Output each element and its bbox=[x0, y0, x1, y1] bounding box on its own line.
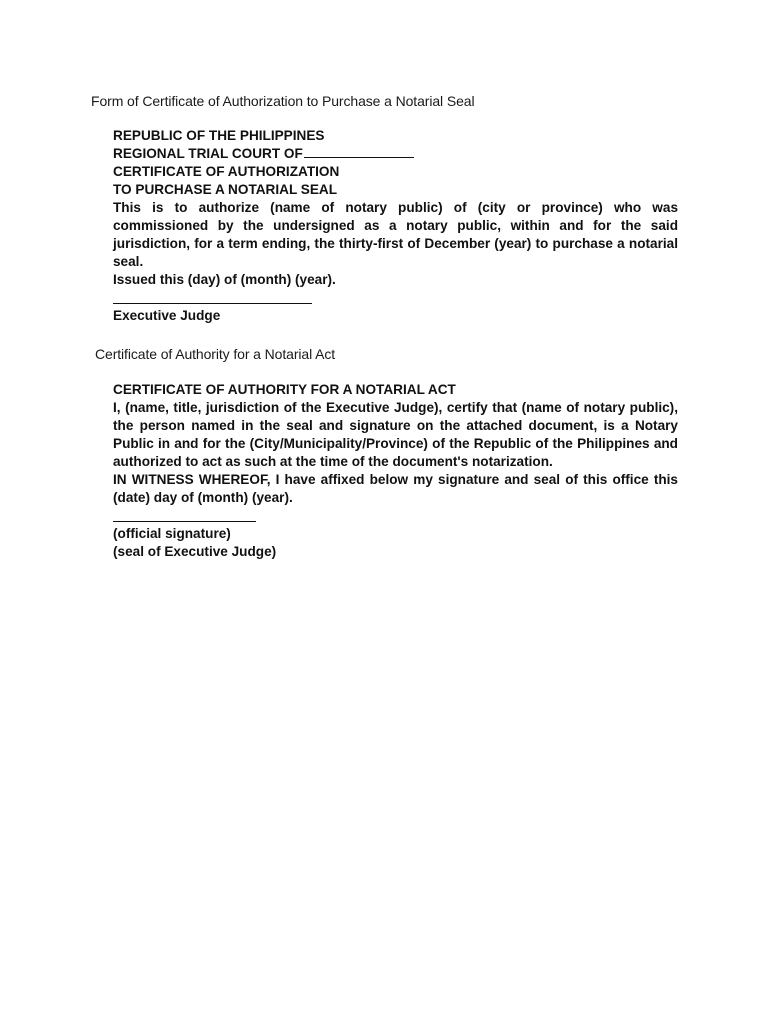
signature-rule bbox=[113, 303, 312, 304]
court-heading bbox=[113, 145, 678, 163]
court-blank-line bbox=[304, 145, 414, 158]
signature-line bbox=[113, 289, 678, 307]
authorization-body: This is to authorize (name of notary public) of (city or province) who was commissioned by the undersigned as a notary public, within and for the said jurisdiction, for a term ending, the thirty-first of December (year) to purchase a notarial seal. bbox=[113, 200, 678, 269]
official-signature-label: (official signature) bbox=[113, 526, 231, 541]
purchase-heading: TO PURCHASE A NOTARIAL SEAL bbox=[113, 182, 338, 197]
form-title-authority: Certificate of Authority for a Notarial Act bbox=[95, 346, 336, 362]
official-signature-rule bbox=[113, 521, 256, 522]
witness-clause: IN WITNESS WHEREOF, I have affixed below my signature and seal of this office this (date) day of (month) (year). bbox=[113, 472, 678, 505]
authority-heading: CERTIFICATE OF AUTHORITY FOR A NOTARIAL ACT bbox=[113, 382, 456, 397]
authority-body: I, (name, title, jurisdiction of the Executive Judge), certify that (name of notary public), the person named in the seal and signature on the attached document, is a Notary Public in and for the (City/Municipality/Province) of the Republic of the Philippines and authorized to act as such at the time of the document's notarization. bbox=[113, 400, 678, 469]
form-title-authorization: Form of Certificate of Authorization to Purchase a Notarial Seal bbox=[91, 93, 475, 109]
certificate-authorization-block bbox=[113, 127, 678, 325]
official-signature-line bbox=[113, 507, 678, 525]
executive-judge-label: Executive Judge bbox=[113, 308, 221, 323]
republic-heading: REPUBLIC OF THE PHILIPPINES bbox=[113, 128, 325, 143]
certificate-authority-block bbox=[113, 381, 678, 561]
certificate-heading: CERTIFICATE OF AUTHORIZATION bbox=[113, 164, 340, 179]
seal-label: (seal of Executive Judge) bbox=[113, 544, 277, 559]
court-heading-text: REGIONAL TRIAL COURT OF bbox=[113, 146, 303, 161]
issued-line: Issued this (day) of (month) (year). bbox=[113, 272, 336, 287]
